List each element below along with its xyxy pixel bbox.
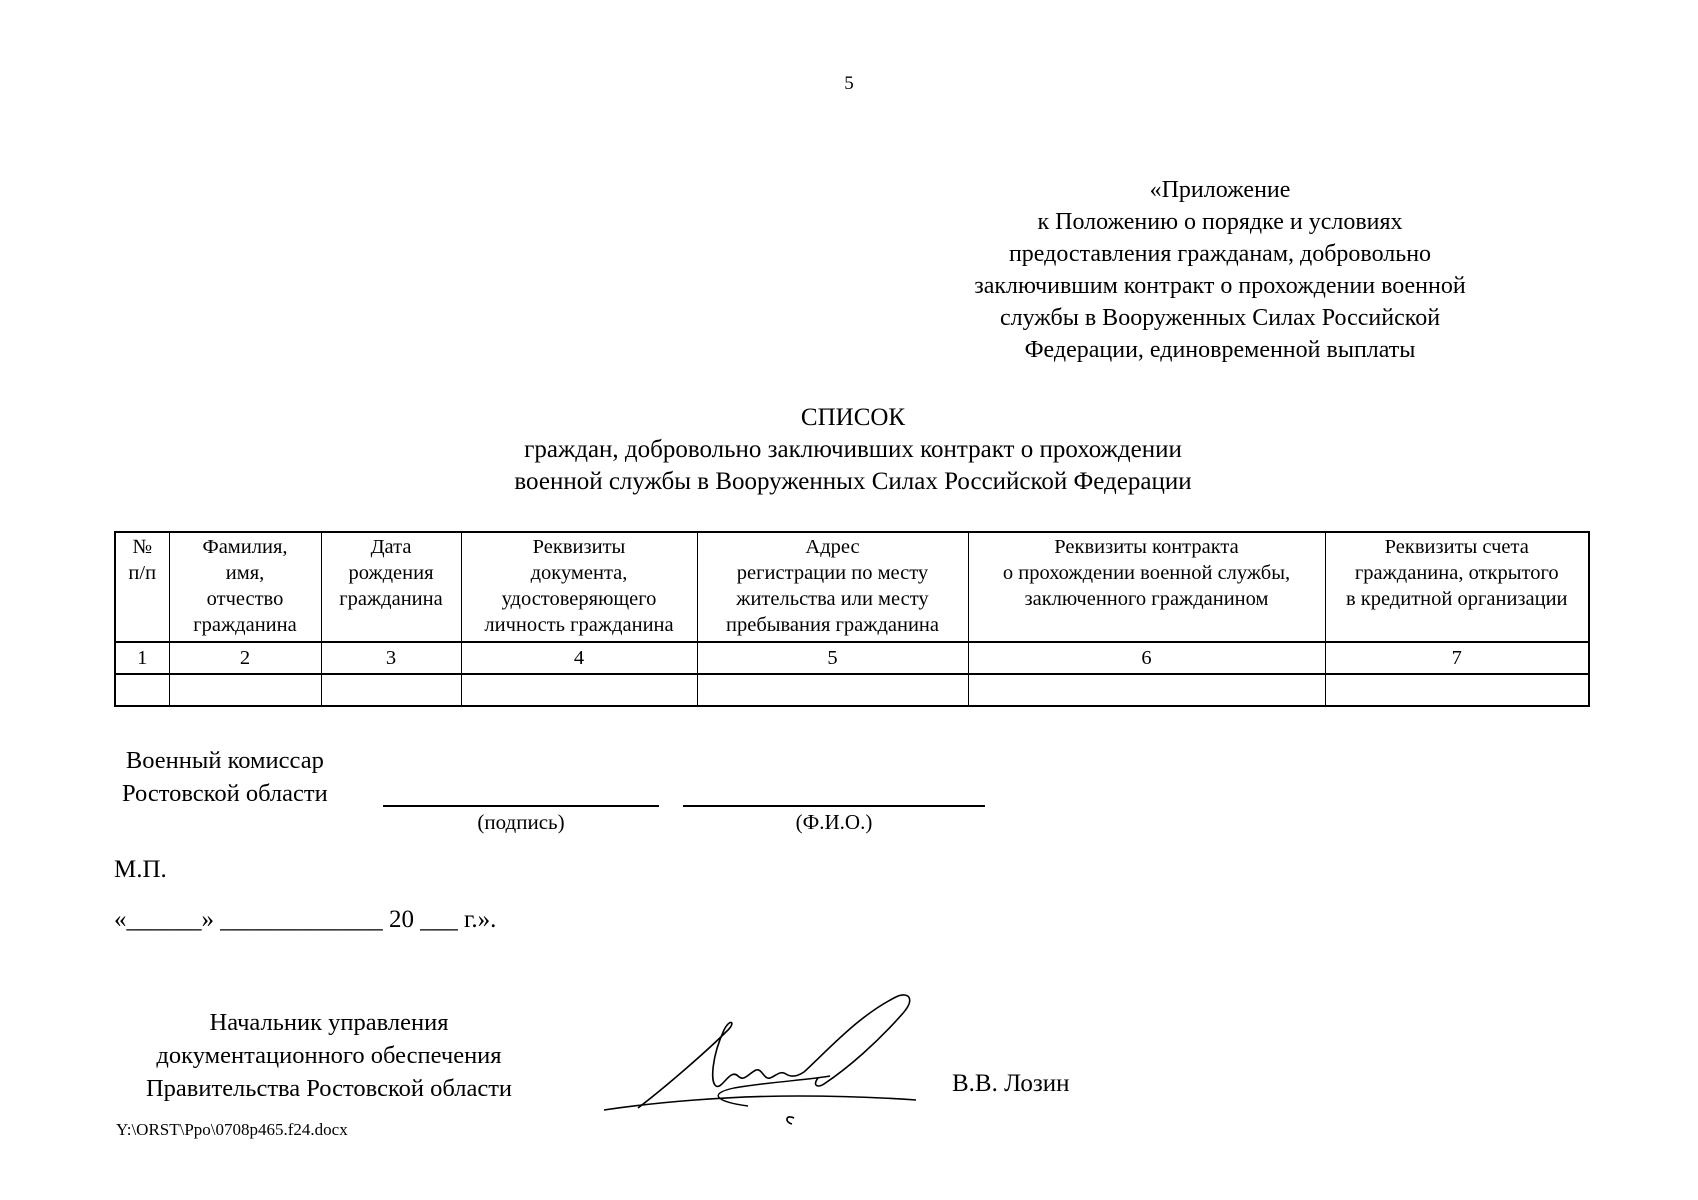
table-cell <box>115 674 169 706</box>
column-number: 2 <box>169 642 321 674</box>
table-row <box>115 674 1589 706</box>
column-number: 3 <box>321 642 461 674</box>
official-title <box>114 1006 544 1105</box>
official-line: Начальник управления <box>209 1009 449 1036</box>
file-path: Y:\ORST\Ppo\0708p465.f24.docx <box>116 1120 348 1139</box>
official-line: Правительства Ростовской области <box>145 1075 513 1102</box>
appendix-header <box>930 174 1510 366</box>
table-cell <box>321 674 461 706</box>
page-number: 5 <box>844 73 854 94</box>
signature-line <box>383 805 659 807</box>
header-cell-address: Адрес регистрации по месту жительства или месту пребывания гражданина <box>697 532 968 642</box>
official-line: документационного обеспечения <box>156 1042 502 1069</box>
column-number: 6 <box>968 642 1325 674</box>
column-number-row <box>115 642 1589 674</box>
appendix-line: заключившим контракт о прохождении военной <box>974 273 1466 299</box>
appendix-line: Федерации, единовременной выплаты <box>1024 337 1416 363</box>
signature-caption: (подпись) <box>477 810 565 834</box>
citizens-table <box>114 531 1590 707</box>
stamp-place: М.П. <box>114 856 167 883</box>
title-heading: СПИСОК <box>800 404 906 431</box>
table-cell <box>461 674 697 706</box>
appendix-line: предоставления гражданам, добровольно <box>1008 241 1432 267</box>
table-cell <box>1325 674 1589 706</box>
commissar-title <box>122 744 328 810</box>
table-cell <box>968 674 1325 706</box>
header-cell-id-document: Реквизиты документа, удостоверяющего личность гражданина <box>461 532 697 642</box>
official-name: В.В. Лозин <box>952 1070 1070 1097</box>
column-number: 5 <box>697 642 968 674</box>
commissar-line: Военный комиссар <box>125 747 324 774</box>
handwritten-signature <box>598 990 928 1130</box>
table-cell <box>697 674 968 706</box>
header-cell-bank-account: Реквизиты счета гражданина, открытого в кредитной организации <box>1325 532 1589 642</box>
document-title <box>330 402 1376 498</box>
appendix-line: к Положению о порядке и условиях <box>1037 209 1403 235</box>
header-cell-contract: Реквизиты контракта о прохождении военной службы, заключенного гражданином <box>968 532 1325 642</box>
appendix-line: «Приложение <box>1149 177 1291 203</box>
table-header-row <box>115 532 1589 642</box>
header-cell-birth-date: Дата рождения гражданина <box>321 532 461 642</box>
title-line: граждан, добровольно заключивших контракт о прохождении <box>524 436 1182 463</box>
column-number: 7 <box>1325 642 1589 674</box>
header-cell-full-name: Фамилия, имя, отчество гражданина <box>169 532 321 642</box>
appendix-line: службы в Вооруженных Силах Российской <box>999 305 1441 331</box>
column-number: 1 <box>115 642 169 674</box>
date-line: «______» _____________ 20 ___ г.». <box>114 906 497 933</box>
table-cell <box>169 674 321 706</box>
title-line: военной службы в Вооруженных Силах Российской Федерации <box>514 468 1192 495</box>
header-cell-number: № п/п <box>115 532 169 642</box>
column-number: 4 <box>461 642 697 674</box>
commissar-line: Ростовской области <box>122 780 328 807</box>
name-caption: (Ф.И.О.) <box>795 810 873 834</box>
name-line <box>683 805 985 807</box>
